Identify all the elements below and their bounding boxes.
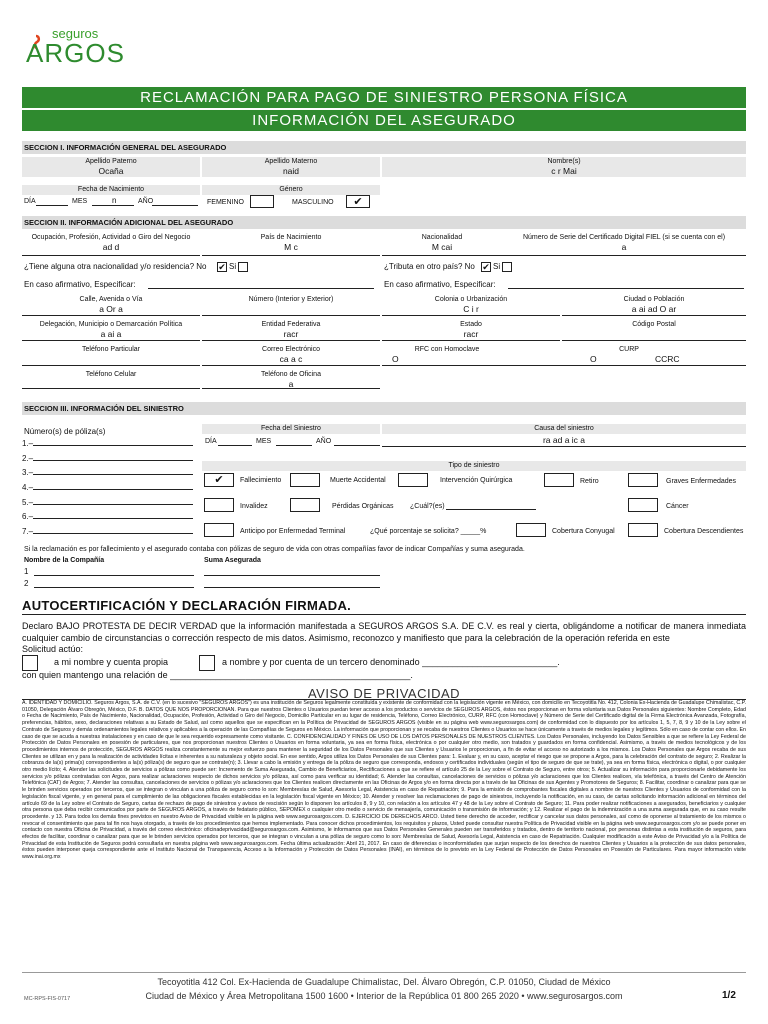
logo-big-text: ARGOS [26,38,125,68]
especificar-1-line[interactable] [148,288,374,289]
invalidez-label: Invalidez [240,503,268,510]
graves-label: Graves Enfermedades [666,478,737,485]
femenino-label: FEMENINO [207,199,244,206]
autocertificacion-rule [22,614,746,615]
numero-line [202,315,380,316]
nombres-value: c r Mai [551,166,577,176]
pais-field[interactable] [202,233,380,253]
descendientes-checkbox[interactable] [628,523,658,537]
apellido-paterno-field[interactable] [22,157,200,177]
opcion-propia-checkbox[interactable] [22,655,38,671]
pais-line [202,255,380,256]
genero-label: Género [279,186,303,193]
correo-label: Correo Electrónico [262,346,320,353]
entidad-value: racr [283,329,299,339]
correo-value: ca a c [279,354,303,364]
tributa-si-label: Si [493,262,501,271]
conyugal-label: Cobertura Conyugal [552,528,615,535]
estado-line [382,340,560,341]
numero-label: Número (Interior y Exterior) [248,296,334,303]
tipo-siniestro-label: Tipo de siniestro [448,462,500,469]
muerte-accidental-label: Muerte Accidental [330,477,386,484]
cancer-checkbox[interactable] [628,498,658,512]
colonia-value: C i r [463,304,479,314]
suma-line-1[interactable] [204,575,380,576]
tributa-si-checkbox[interactable] [502,262,512,272]
pais-label: País de Nacimiento [260,234,322,241]
ciudad-line [562,315,746,316]
serie-fiel-label: Número de Serie del Certificado Digital FIEL (si se cuenta con el) [522,234,726,241]
otras-companias-text: Si la reclamación es por fallecimiento y el asegurado contaba con pólizas de seguro de vida con otras compañías favor de indicar Compañías y suma asegurada. [24,546,525,553]
cp-label: Código Postal [632,321,676,328]
oficina-field[interactable] [202,370,380,390]
causa-line[interactable] [382,446,746,447]
especificar-2-label: En caso afirmativo, Especificar: [384,280,496,289]
curp-label: CURP [619,346,639,353]
mes-label: MES [72,198,88,205]
solicitud-label: Solicitud actúo: [22,644,84,654]
opcion-tercero-label: a nombre y por cuenta de un tercero denominado ___________________________. [222,657,560,667]
nacionalidad-field[interactable] [382,233,502,253]
opcion-tercero-checkbox[interactable] [199,655,215,671]
nacionalidad-label: Nacionalidad [421,234,463,241]
especificar-2-line[interactable] [508,288,744,289]
intervencion-label: Intervención Quirúrgica [440,477,513,484]
section-1-title: SECCION I. INFORMACIÓN GENERAL DEL ASEGURADO [22,141,746,154]
nombres-label: Nombre(s) [547,158,581,165]
section-2-title: SECCION II. INFORMACIÓN ADICIONAL DEL ASEGURADO [22,216,746,229]
apellido-materno-field[interactable] [202,157,380,177]
cual-line[interactable] [446,509,536,510]
apellido-paterno-value: Ocaña [98,166,124,176]
fecha-siniestro-label: Fecha del Siniestro [261,425,321,432]
anticipo-label: Anticipo por Enfermedad Terminal [240,528,346,535]
delegacion-label: Delegación, Municipio o Demarcación Política [39,321,183,328]
form-subtitle: INFORMACIÓN DEL ASEGURADO [22,110,746,131]
numero-field[interactable] [202,295,380,304]
form-code: MC-RPS-FIS-0717 [24,996,71,1002]
celular-field[interactable] [22,370,200,379]
compania-label: Nombre de la Compañía [24,557,105,564]
perdidas-checkbox[interactable] [290,498,320,512]
footer-rule [22,972,746,973]
rfc-value: O [392,354,399,364]
page-number: 1/2 [722,990,736,1001]
colonia-field[interactable] [382,295,560,315]
entidad-line [202,340,380,341]
cual-label: ¿Cuál?(es) [410,503,445,510]
suma-label: Suma Asegurada [204,557,261,564]
especificar-1-label: En caso afirmativo, Especificar: [24,280,136,289]
delegacion-line [22,340,200,341]
fecha-nac-value: n [112,196,117,205]
form-title: RECLAMACIÓN PARA PAGO DE SINIESTRO PERSONA FÍSICA [22,87,746,108]
cp-field[interactable] [562,320,746,329]
delegacion-value: a ai a [100,329,122,339]
masculino-checkbox[interactable]: ✔ [346,195,370,208]
porcentaje-label: ¿Qué porcentaje se solicita? _____% [370,528,487,535]
apellido-materno-label: Apellido Materno [264,158,318,165]
retiro-label: Retiro [580,478,599,485]
entidad-label: Entidad Federativa [261,321,321,328]
siniestro-anio-line[interactable] [334,445,380,446]
fallecimiento-label: Fallecimiento [240,477,282,484]
calle-line [22,315,200,316]
retiro-checkbox[interactable] [544,473,574,487]
siniestro-mes-label: MES [256,438,272,445]
poliza-line[interactable]: 2.– [22,454,200,469]
apellido-materno-value: naid [282,166,300,176]
otra-nacionalidad-no-checkbox[interactable]: ✔ [218,262,226,272]
ocupacion-field[interactable] [22,233,200,253]
colonia-line [382,315,560,316]
descendientes-label: Cobertura Descendientes [664,528,744,535]
pais-value: M c [284,242,298,252]
colonia-label: Colonia o Urbanización [434,296,508,303]
calle-label: Calle, Avenida o Vía [79,296,143,303]
compania-row-1-num: 1 [24,567,29,576]
curp-field[interactable] [512,345,746,354]
compania-row-2-num: 2 [24,579,29,588]
intervencion-checkbox[interactable] [398,473,428,487]
fecha-nac-label: Fecha de Nacimiento [77,186,145,193]
siniestro-anio-label: AÑO [316,438,332,445]
polizas-label: Número(s) de póliza(s) [24,427,106,436]
estado-value: racr [463,329,479,339]
estado-label: Estado [460,321,482,328]
curp-value-1: O [590,354,597,364]
privacy-title: AVISO DE PRIVACIDAD [307,686,461,701]
poliza-line[interactable]: 6.– [22,512,200,527]
ocupacion-line [22,255,200,256]
poliza-line[interactable]: 7.– [22,527,200,542]
poliza-line[interactable]: 5.– [22,498,200,513]
calle-field[interactable] [22,295,200,315]
invalidez-checkbox[interactable] [204,498,234,512]
privacy-text: A. IDENTIDAD Y DOMICILIO. Seguros Argos, S.A. de C.V. (en lo sucesivo "SEGUROS ARGOS") es una institución de Seguros legalmente constituida y existente de conformidad con la legislación vigente en México, con domicilio en Tecoyotitla No. 412, Colonia Ex-Hacienda de Guadalupe Chimalistac, C.P. 01050, Delegación Álvaro Obregón, México, D.F. B. DATOS QUE NOS PROPORCIONAN. Para que nuestros Clientes o Usuarios puedan tener acceso a los productos o servicios de SEGUROS ARGOS, éstos nos proporcionan en forma voluntaria sus Datos Personales siguientes: Nombre Completo, Edad o Fecha de Nacimiento, País de Nacimiento, Nacionalidad, Ocupación, Profesión, Actividad o Giro del Negocio, Domicilio Particular en su lugar de residencia, Teléfono, Correo Electrónico, CURP, RFC (con Homoclave) y Número de Serie del Certificado digital de la Firma Electrónica Avanzada, Fotografía, preferencias, hábitos, sexo, declaraciones relativas a su Estado de Salud, así como aquellos que se especifican en la Política de Privacidad de SEGUROS ARGOS (visible en su página web www.segurosargos.com) de conformidad con lo dispuesto por los artículos 1, 5, 7, 8, 9 y 10 de la Ley sobre el Contrato de Seguros y demás ordenamientos legales relativos y aplicables a la operación de las Compañías de Seguros en México. La información que proporcionan y se recaba de nuestros Clientes o Usuarios se hace únicamente a través de medios legales y legítimos. Sólo en caso de contar con ellos. En caso de que se acuda a nuestras instalaciones y en caso de que le sea requerido expresamente como visitante. C. CONFIDENCIALIDAD Y FINES DE USO DE LOS DATOS PERSONALES DE NUESTROS CLIENTES. Los Datos Personales, incluyendo los Datos Sensibles a que se refiere la Ley Federal de Protección de Datos Personales en posesión de particulares, que nos proporcionan nuestros Clientes o Usuarios en forma voluntaria, ya sea en forma física, electrónica o por cualquier otro medio, son tratados y guardados en forma confidencial. Asimismo, a través de medios tecnológicos y de los procedimientos internos de protección, SEGUROS ARGOS realiza constantemente su mejor esfuerzo para mantener la seguridad de los Datos Personales que sus Clientes y Usuarios le proporcionan, a fin de evitar el acceso no autorizado a los mismos. Los Datos Personales que Argos recaba de sus Clientes se utilizan en y para la realización de actividades lícitas e inherentes a su naturaleza y objeto social. En ese sentido, Argos utiliza los Datos Personales de sus Clientes para: 1. Evaluar y, en su caso, aceptar el riesgo que se propone a Argos, para la celebración del contrato de seguro; 2. Realizar la cobranza de la(s) prima(s) correspondientes a la(s) póliza(s) de seguro que se contrate(n); 3. Llevar a cabo la emisión y entrega de la póliza de seguro que corresponda, endosos y certificados individuales (según el tipo de seguro de que se trate), ya sea en forma física, electrónica o digital, o por cualquier otro medio lícito; 4. Atender las solicitudes de servicios a pólizas como puede ser: Incremento de Suma Asegurada, Cambio de Beneficiarios, Rectificaciones a que se refiere el artículo 25 de la Ley sobre el Contrato de Seguro, entre otros; 5. Actualizar su información para proporcionarle debidamente los servicios y/o pólizas contratadas con Argos, para realizar aclaraciones respecto de dichos servicios y/o pólizas, así como para verificar su identidad; 6. Atender las consultas, cancelaciones de servicios o pólizas y/o aclaraciones que los Clientes realicen, vía telefónica, a través del Centro de Atención Telefónica (CAT) de Argos; 7. Atender las consultas, cancelaciones de servicios o pólizas y/o aclaraciones que los Clientes realicen directamente en las Oficinas de Argos y/o en forma directa por a través de las Oficinas de sus Agentes y Promotores de Seguros; 8. Facilitar, coordinar o canalizar para que se le brinden servicios operados por terceros, que se integran o vinculan a una póliza de seguro como lo son: Membresías de Salud, Asesoría Legal, Asistencia en caso de Repatriación; 9. Para la emisión de comprobantes fiscales digitales a nombre de nuestros Clientes y Usuarios de conformidad con la legislación fiscal vigente, y en general para el cumplimiento de las obligaciones fiscales establecidas en la legislación fiscal vigente en México; 10. Atender y resolver las reclamaciones de pago de siniestros, incluyendo la notificación, en su caso, de cartas solicitando información adicional en términos del artículo 69 de la Ley sobre el Contrato de Seguro, cartas de rechazo de pago de siniestros y avisos de rescisión según lo disponen los artículos 8, 9 y 10, con relación a los artículos 47 y 48 de la Ley sobre el Contrato de Seguro; 11. Para poder realizar notificaciones a asegurados, beneficiarios y cualquier otra persona que deba recibir comunicados por parte de SEGUROS ARGOS, a través de fedatario público, SEPOMEX o cualquier otro medio o servicio de mensajería, comunicación o transmisión de información; y 12. Realizar el pago de la indemnización a una suma asegurada que, en su caso resulte procedente. y 13. Para todos los demás fines previstos en nuestro Aviso de Privacidad visible en la página web www.segurosargos.com. D. EJERCICIO DE DERECHOS ARCO. Usted tiene derecho de acceder, rectificar y cancelar sus datos personales, así como de oponerse al tratamiento de los mismos o revocar el consentimiento que para tal fin nos haya otorgado, a través de los procedimientos que hemos implementado. Para conocer dichos procedimientos, los requisitos y plazos, Usted puede consultar nuestra Política de Privacidad visible en la página web www.segurosargos.com y/o se puede poner en contacto con nuestra Oficina de Privacidad, a través del correo electrónico: oficinadeprivacidad@segurosargos.com. Asimismo, le informamos que sus Datos Personales Generales pueden ser transferidos y tratados, dentro de territorio nacional, por personas distintas a esta institución de seguros, para efectos de facilitar, coordinar o canalizar para que se le brinden servicios operados por terceros, que se integran o vinculan a una póliza de seguro como lo son: Membresías de Salud, Asesoría Legal, Asistencia en caso de Repatriación. Cualquier modificación a este Aviso de Privacidad y/o a la Política de Privacidad de esta Institución de Seguros podrá consultarla en nuestra página web www.segurosargos.com. Fecha última actualización: Abril 21, 2017. En caso de diferencias o inconformidades que surjan respecto de los derechos de nuestros Clientes y Usuarios a la protección de sus datos personales, éstos pueden interponer queja correspondiente ante el Instituto Nacional de Transparencia, Acceso a la Información y Protección de Datos Personales (INAI), en términos de lo previsto en la Ley Federal de Protección de Datos Personales en Posesión de Particulares. Para mayor información visite www.inai.org.mx [22,700,746,861]
anio-label: AÑO [138,198,154,205]
rfc-line [382,365,512,366]
genero-header [202,185,380,195]
masculino-label: MASCULINO [292,199,334,206]
dia-label: DÍA [24,198,36,205]
muerte-accidental-checkbox[interactable] [290,473,320,487]
telefono-label: Teléfono Particular [82,346,140,353]
curp-value-2: CCRC [655,354,680,364]
calle-value: a Or a [99,304,123,314]
siniestro-mes-line[interactable] [276,445,312,446]
tipo-siniestro-header [202,461,746,471]
otra-nacionalidad-question: ¿Tiene alguna otra nacionalidad y/o residencia? No [24,262,207,271]
siniestro-dia-label: DÍA [205,438,217,445]
footer-address: Tecoyotitla 412 Col. Ex-Hacienda de Guadalupe Chimalistac, Del. Álvaro Obregón, C.P. 01050, Ciudad de México [157,977,611,987]
nacionalidad-line [382,255,502,256]
otra-nacionalidad-si-checkbox[interactable] [238,262,248,272]
graves-checkbox[interactable] [628,473,658,487]
telefono-line [22,365,200,366]
rfc-label: RFC con Homoclave [414,346,480,353]
serie-fiel-value: a [621,242,627,252]
autocertificacion-title: AUTOCERTIFICACIÓN Y DECLARACIÓN FIRMADA. [22,598,352,613]
causa-header [382,424,746,434]
compania-line-1[interactable] [34,575,194,576]
causa-label: Causa del siniestro [534,425,594,432]
oficina-line [202,388,380,389]
mes-line[interactable] [92,205,134,206]
celular-line [22,388,200,389]
otra-nacionalidad-si-label: Si [229,262,237,271]
serie-fiel-line [502,255,746,256]
fecha-siniestro-header [202,424,380,434]
poliza-line[interactable]: 3.– [22,468,200,483]
polizas-list [22,439,200,542]
relacion-label: con quien mantengo una relación de ________________________________________________. [22,670,413,680]
entidad-field[interactable] [202,320,380,340]
tributa-question: ¿Tributa en otro país? No [384,262,475,271]
curp-line [512,365,746,366]
anticipo-checkbox[interactable] [204,523,234,537]
oficina-value: a [288,379,294,389]
cancer-label: Cáncer [666,503,689,510]
celular-label: Teléfono Celular [85,371,137,378]
dia-line[interactable] [36,205,68,206]
autocertificacion-text: Declaro BAJO PROTESTA DE DECIR VERDAD que la información manifestada a SEGUROS ARGOS S.A. DE C.V. es real y cierta, obligándome a notificar de manera inmediata cualquier cambio de circunstancias o corrección respecto de mis datos. Asimismo, reconozco y manifiesto que para la celebración de la operación referida en este [22,621,746,643]
estado-field[interactable] [382,320,560,340]
siniestro-dia-line[interactable] [218,445,252,446]
footer-contact: Ciudad de México y Área Metropolitana 1500 1600 • Interior de la República 01 800 265 2020 • www.segurosargos.com [145,991,623,1001]
ciudad-value: a ai ad O ar [631,304,677,314]
opcion-propia-label: a mi nombre y cuenta propia [54,657,169,667]
nombres-field[interactable] [382,157,746,177]
compania-line-2[interactable] [34,587,194,588]
delegacion-field[interactable] [22,320,200,340]
perdidas-label: Pérdidas Orgánicas [332,503,394,510]
logo-small-text: seguros [52,26,99,41]
ciudad-label: Ciudad o Población [623,296,685,303]
correo-field[interactable] [202,345,380,365]
poliza-line[interactable]: 4.– [22,483,200,498]
poliza-line[interactable]: 1.– [22,439,200,454]
femenino-checkbox[interactable] [250,195,274,208]
section-3-title: SECCION III. INFORMACIÓN DEL SINIESTRO [22,402,746,415]
ciudad-field[interactable] [562,295,746,315]
telefono-field[interactable] [22,345,200,354]
rfc-field[interactable] [382,345,512,365]
anio-line[interactable] [152,205,198,206]
tributa-no-checkbox[interactable]: ✔ [482,262,490,272]
suma-line-2[interactable] [204,587,380,588]
fallecimiento-checkbox[interactable]: ✔ [204,473,234,487]
serie-fiel-field[interactable] [502,233,746,253]
ocupacion-label: Ocupación, Profesión, Actividad o Giro del Negocio [31,234,191,241]
apellido-paterno-label: Apellido Paterno [85,158,137,165]
conyugal-checkbox[interactable] [516,523,546,537]
fecha-nac-header [22,185,200,195]
nacionalidad-value: M cai [431,242,453,252]
cp-line [562,340,746,341]
correo-line [202,365,380,366]
oficina-label: Teléfono de Oficina [261,371,321,378]
causa-value: ra ad a ic a [542,435,586,445]
ocupacion-value: ad d [102,242,120,252]
